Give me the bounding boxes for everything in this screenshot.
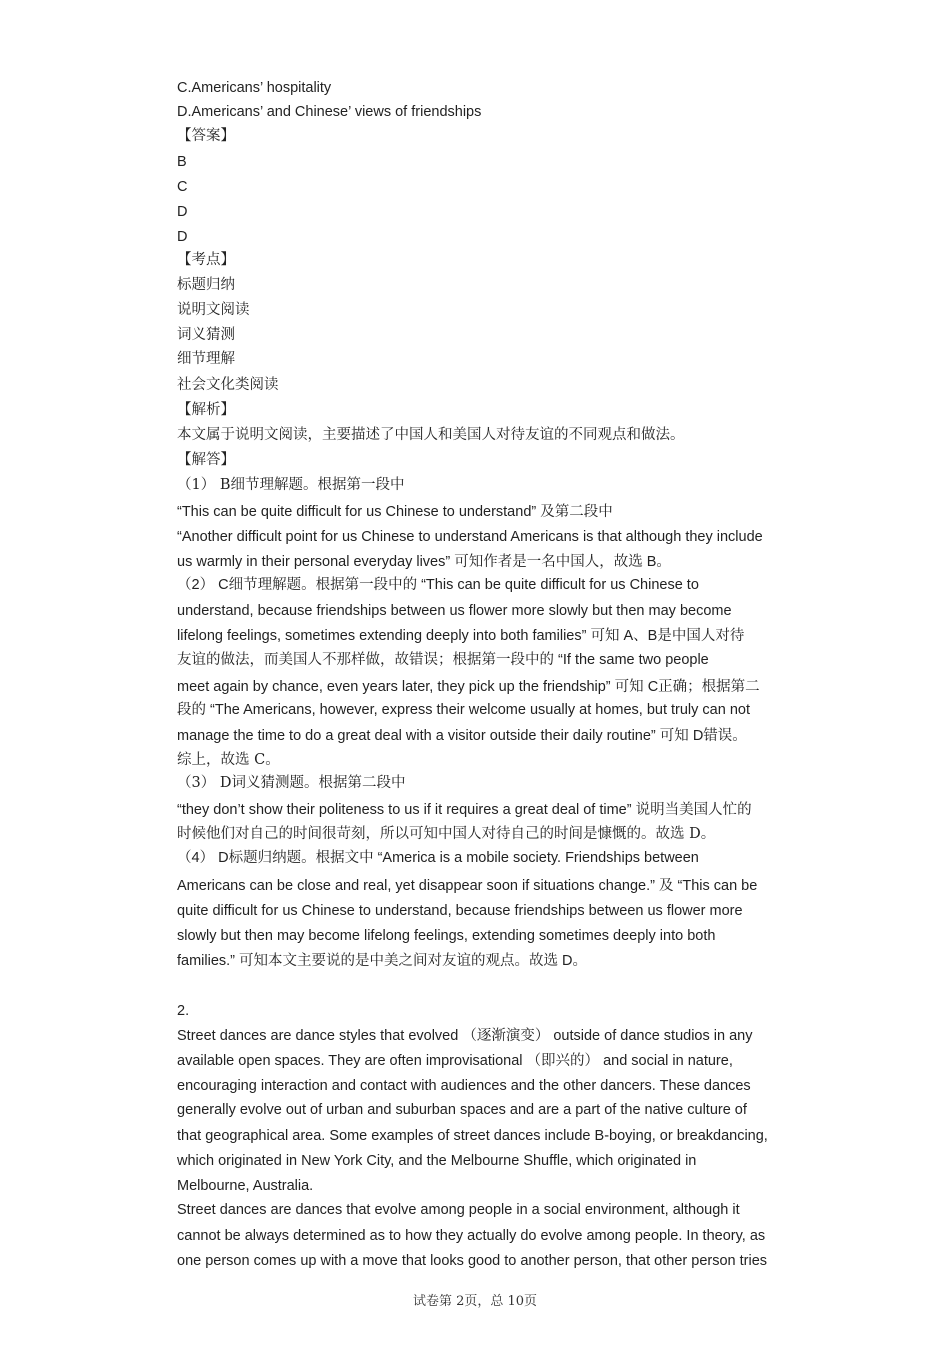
option-c: C.Americans’ hospitality (177, 80, 332, 96)
solution-line: us warmly in their personal everyday lives” 可知作者是一名中国人，故选 B。 (177, 554, 671, 570)
solution-line: （2） C细节理解题。根据第一段中的 “This can be quite difficult for us Chinese to (177, 577, 699, 593)
passage-line: that geographical area. Some examples of street dances include B-boying, or breakdancing, (177, 1128, 768, 1144)
passage-line: encouraging interaction and contact with audiences and the other dancers. These dances (177, 1078, 751, 1094)
answer-3: D (177, 204, 188, 220)
passage-line: one person comes up with a move that looks good to another person, that other person tries (177, 1253, 768, 1269)
passage-line: which originated in New York City, and the Melbourne Shuffle, which originated in (177, 1153, 697, 1169)
solution-line: manage the time to do a great deal with a visitor outside their daily routine” 可知 D错误。 (177, 728, 747, 744)
passage-line: available open spaces. They are often improvisational （即兴的） and social in nature, (177, 1053, 733, 1069)
solution-line: “Another difficult point for us Chinese to understand Americans is that although they include (177, 529, 763, 545)
kaodian-item: 社会文化类阅读 (177, 377, 279, 393)
kaodian-item: 说明文阅读 (177, 302, 250, 318)
solution-line: lifelong feelings, sometimes extending deeply into both families” 可知 A、B是中国人对待 (177, 628, 745, 644)
solution-line: understand, because friendships between us flower more slowly but then may become (177, 603, 732, 619)
kaodian-item: 标题归纳 (177, 277, 235, 293)
solution-line: Americans can be close and real, yet disappear soon if situations change.” 及 “This can be (177, 878, 758, 894)
solution-line: 综上，故选 C。 (177, 752, 280, 768)
solution-line: （3） D词义猜测题。根据第二段中 (177, 775, 406, 791)
question-number: 2. (177, 1003, 190, 1019)
kaodian-item: 细节理解 (177, 351, 235, 367)
page-footer: 试卷第 2页，总 10页 (412, 1294, 538, 1309)
passage-line: Street dances are dance styles that evolved （逐渐演变） outside of dance studios in any (177, 1028, 753, 1044)
kaodian-heading: 【考点】 (177, 252, 235, 268)
solution-line: “they don’t show their politeness to us if it requires a great deal of time” 说明当美国人忙的 (177, 802, 752, 818)
solution-line: meet again by chance, even years later, they pick up the friendship” 可知 C正确；根据第二 (177, 679, 760, 695)
passage-line: generally evolve out of urban and suburban spaces and are a part of the native culture of (177, 1102, 747, 1118)
jiexi-heading: 【解析】 (177, 402, 235, 418)
jieda-heading: 【解答】 (177, 452, 235, 468)
passage-line: Street dances are dances that evolve among people in a social environment, although it (177, 1202, 740, 1218)
solution-line: families.” 可知本文主要说的是中美之间对友谊的观点。故选 D。 (177, 953, 588, 969)
passage-line: Melbourne, Australia. (177, 1178, 314, 1194)
answer-1: B (177, 154, 187, 170)
solution-line: quite difficult for us Chinese to understand, because friendships between us flower more (177, 903, 743, 919)
solution-line: 友谊的做法，而美国人不那样做，故错误；根据第一段中的 “If the same two people (177, 652, 709, 668)
solution-line: “This can be quite difficult for us Chinese to understand” 及第二段中 (177, 504, 613, 520)
solution-line: slowly but then may become lifelong feelings, extending sometimes deeply into both (177, 928, 716, 944)
solution-line: 时候他们对自己的时间很苛刻，所以可知中国人对待自己的时间是慷慨的。故选 D。 (177, 826, 716, 842)
solution-line: 段的 “The Americans, however, express their welcome usually at homes, but truly can not (177, 702, 750, 718)
option-d: D.Americans’ and Chinese’ views of friendships (177, 104, 482, 120)
answer-2: C (177, 179, 188, 195)
solution-line: （4） D标题归纳题。根据文中 “America is a mobile society. Friendships between (177, 850, 699, 866)
passage-line: cannot be always determined as to how they actually do evolve among people. In theory, as (177, 1228, 766, 1244)
jiexi-text: 本文属于说明文阅读，主要描述了中国人和美国人对待友谊的不同观点和做法。 (177, 427, 685, 443)
kaodian-item: 词义猜测 (177, 327, 235, 343)
solution-line: （1） B细节理解题。根据第一段中 (177, 477, 405, 493)
answer-heading: 【答案】 (177, 128, 235, 144)
answer-4: D (177, 229, 188, 245)
